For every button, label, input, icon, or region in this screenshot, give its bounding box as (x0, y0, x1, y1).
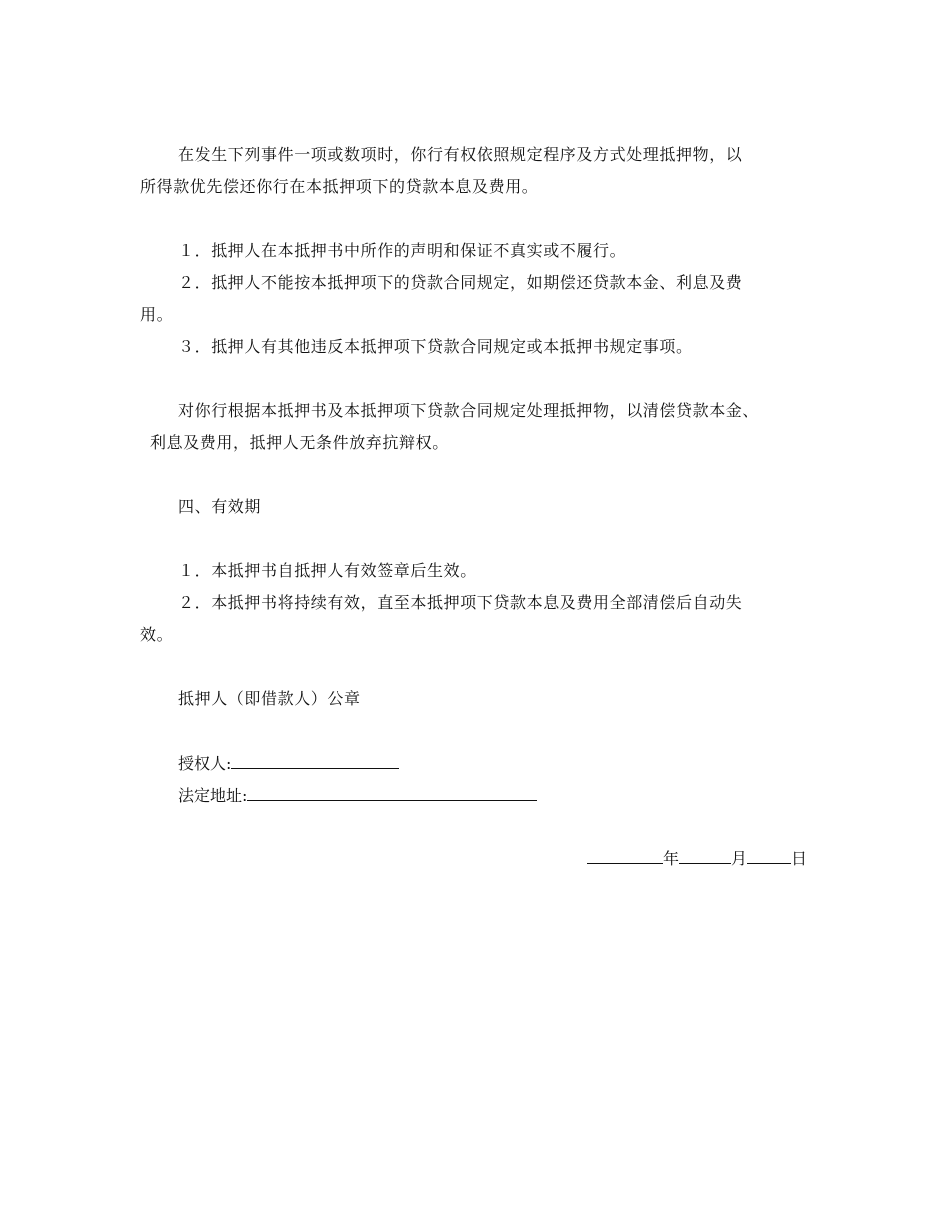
event-item-1 (178, 238, 858, 264)
day-blank[interactable] (747, 845, 791, 864)
event-item-1-number: １． (178, 241, 212, 260)
legal-address-blank[interactable] (247, 782, 537, 801)
validity-item-2-number: ２． (178, 593, 212, 612)
month-label: 月 (731, 849, 748, 868)
year-label: 年 (663, 849, 680, 868)
event-item-2 (178, 270, 858, 296)
authorized-person-label: 授权人: (178, 754, 232, 773)
clause-intro-line-1: 在发生下列事件一项或数项时，你行有权依照规定程序及方式处理抵押物，以 (178, 145, 743, 164)
event-item-2-text: 抵押人不能按本抵押项下的贷款合同规定，如期偿还贷款本金、利息及费 (211, 273, 743, 292)
event-item-3-text: 抵押人有其他违反本抵押项下贷款合同规定或本抵押书规定事项。 (211, 337, 693, 356)
seal-label: 抵押人（即借款人）公章 (178, 689, 361, 708)
section-heading-validity: 四、有效期 (178, 497, 262, 516)
event-item-3-number: ３． (178, 337, 212, 356)
authorized-person-row (178, 750, 399, 776)
legal-address-label: 法定地址: (178, 786, 248, 805)
waiver-line-2: 利息及费用，抵押人无条件放弃抗辩权。 (150, 433, 449, 452)
authorized-person-blank[interactable] (231, 750, 399, 769)
validity-item-2-text: 本抵押书将持续有效，直至本抵押项下贷款本息及费用全部清偿后自动失 (211, 593, 743, 612)
event-item-1-text: 抵押人在本抵押书中所作的声明和保证不真实或不履行。 (211, 241, 627, 260)
day-label: 日 (791, 849, 808, 868)
event-item-2-continuation: 用。 (140, 305, 174, 324)
validity-item-1 (178, 558, 858, 584)
validity-item-2 (178, 590, 858, 616)
waiver-line-1: 对你行根据本抵押书及本抵押项下贷款合同规定处理抵押物，以清偿贷款本金、 (178, 401, 760, 420)
month-blank[interactable] (679, 845, 731, 864)
event-item-2-number: ２． (178, 273, 212, 292)
validity-item-2-continuation: 效。 (140, 625, 174, 644)
year-blank[interactable] (587, 845, 663, 864)
validity-item-1-text: 本抵押书自抵押人有效签章后生效。 (211, 561, 477, 580)
clause-intro-line-2: 所得款优先偿还你行在本抵押项下的贷款本息及费用。 (140, 177, 539, 196)
date-row (587, 845, 807, 871)
legal-address-row (178, 782, 537, 808)
validity-item-1-number: １． (178, 561, 212, 580)
event-item-3 (178, 334, 858, 360)
